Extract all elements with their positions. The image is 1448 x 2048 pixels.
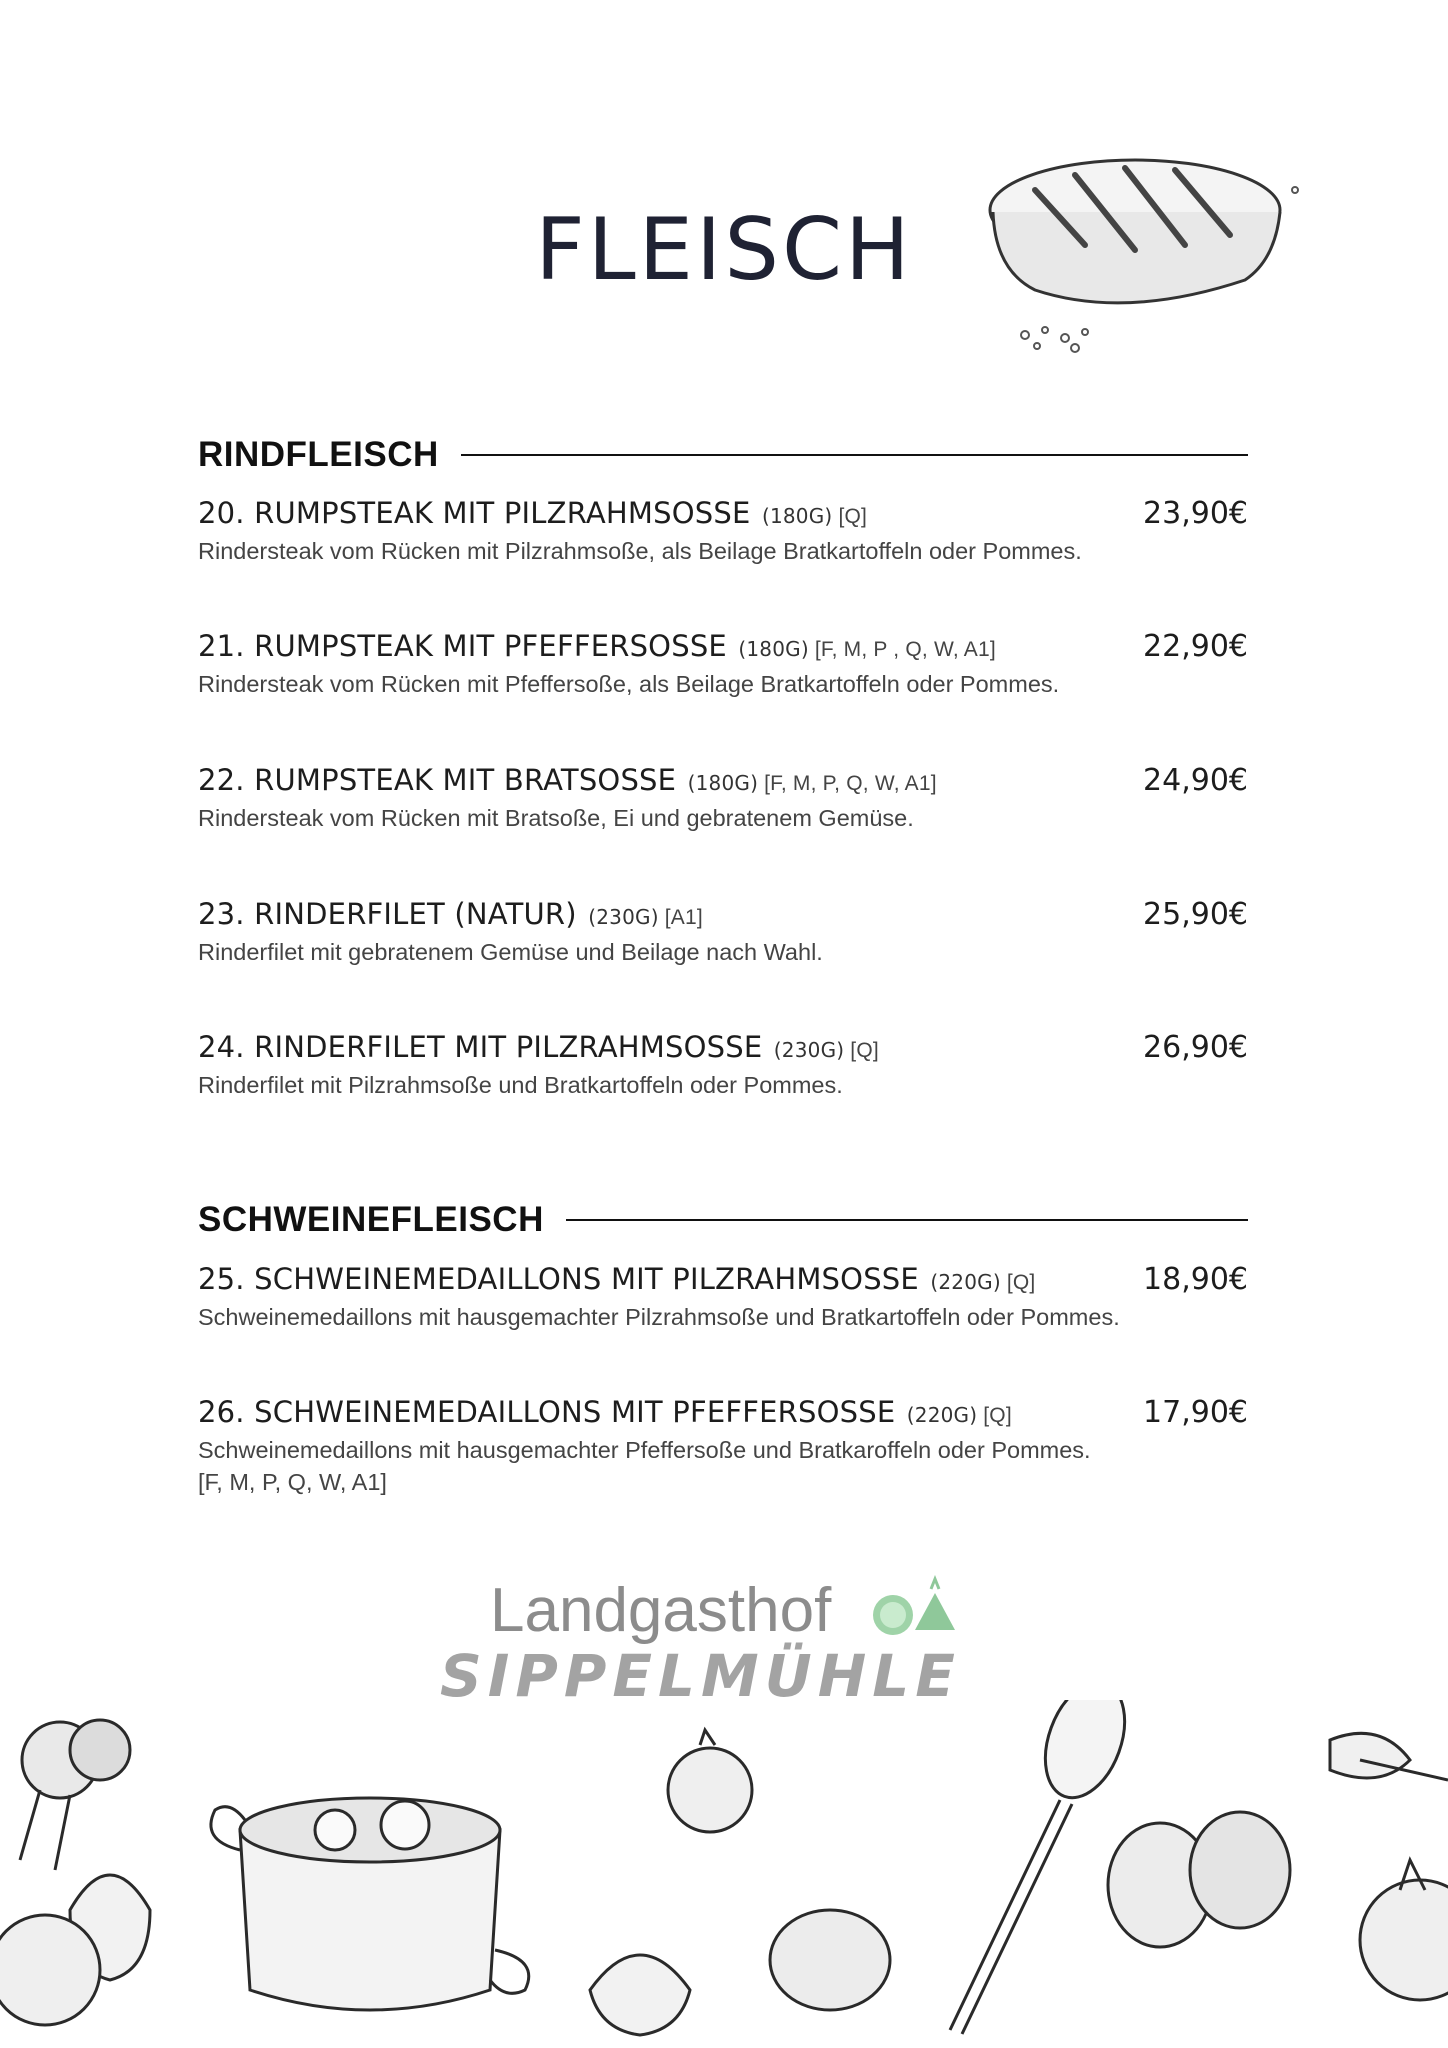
page-title: FLEISCH bbox=[535, 200, 913, 300]
item-name: 20. RUMPSTEAK MIT PILZRAHMSOSSE (180G) [Q] bbox=[198, 496, 868, 530]
item-description: Rindersteak vom Rücken mit Bratsoße, Ei und gebratenem Gemüse. bbox=[198, 805, 914, 831]
item-name: 25. SCHWEINEMEDAILLONS MIT PILZRAHMSOSSE (220G) [Q] bbox=[198, 1262, 1036, 1296]
item-price: 22,90€ bbox=[1143, 629, 1248, 664]
item-name: 26. SCHWEINEMEDAILLONS MIT PFEFFERSOSSE (220G) [Q] bbox=[198, 1395, 1012, 1429]
restaurant-logo bbox=[440, 1575, 1020, 1710]
item-name: 24. RINDERFILET MIT PILZRAHMSOSSE (230G) [Q] bbox=[198, 1030, 879, 1064]
menu-item bbox=[198, 1395, 1248, 1498]
menu-item bbox=[198, 763, 1248, 834]
menu-item bbox=[198, 1262, 1248, 1333]
section-schweinefleisch bbox=[198, 1195, 1248, 1245]
section-title: RINDFLEISCH bbox=[198, 435, 439, 474]
section-divider bbox=[461, 454, 1248, 456]
item-price: 17,90€ bbox=[1143, 1395, 1248, 1430]
item-allergen-note: [F, M, P, Q, W, A1] bbox=[198, 1469, 387, 1495]
item-description: Rindersteak vom Rücken mit Pfeffersoße, als Beilage Bratkartoffeln oder Pommes. bbox=[198, 671, 1060, 697]
item-description: Rindersteak vom Rücken mit Pilzrahmsoße, als Beilage Bratkartoffeln oder Pommes. bbox=[198, 538, 1082, 564]
vegetable-icon bbox=[865, 1575, 965, 1645]
item-name: 23. RINDERFILET (NATUR) (230G) [A1] bbox=[198, 897, 703, 931]
section-rindfleisch bbox=[198, 430, 1248, 480]
menu-item bbox=[198, 1030, 1248, 1101]
menu-item bbox=[198, 629, 1248, 700]
item-price: 25,90€ bbox=[1143, 897, 1248, 932]
food-illustration bbox=[0, 1700, 1448, 2048]
section-title: SCHWEINEFLEISCH bbox=[198, 1200, 544, 1239]
item-name: 21. RUMPSTEAK MIT PFEFFERSOSSE (180G) [F, M, P , Q, W, A1] bbox=[198, 629, 996, 663]
menu-item bbox=[198, 897, 1248, 968]
steak-illustration bbox=[975, 150, 1305, 360]
item-price: 26,90€ bbox=[1143, 1030, 1248, 1065]
item-price: 24,90€ bbox=[1143, 763, 1248, 798]
item-description: Schweinemedaillons mit hausgemachter Pfeffersoße und Bratkaroffeln oder Pommes. bbox=[198, 1437, 1091, 1463]
item-price: 23,90€ bbox=[1143, 496, 1248, 531]
logo-text-line2: SIPPELMÜHLE bbox=[440, 1642, 961, 1710]
item-price: 18,90€ bbox=[1143, 1262, 1248, 1297]
logo-text-line1: Landgasthof bbox=[490, 1576, 832, 1645]
item-description: Schweinemedaillons mit hausgemachter Pilzrahmsoße und Bratkartoffeln oder Pommes. bbox=[198, 1304, 1120, 1330]
item-name: 22. RUMPSTEAK MIT BRATSOSSE (180G) [F, M, P, Q, W, A1] bbox=[198, 763, 937, 797]
menu-item bbox=[198, 496, 1248, 567]
item-description: Rinderfilet mit Pilzrahmsoße und Bratkartoffeln oder Pommes. bbox=[198, 1072, 843, 1098]
item-description: Rinderfilet mit gebratenem Gemüse und Beilage nach Wahl. bbox=[198, 939, 823, 965]
section-divider bbox=[566, 1219, 1248, 1221]
